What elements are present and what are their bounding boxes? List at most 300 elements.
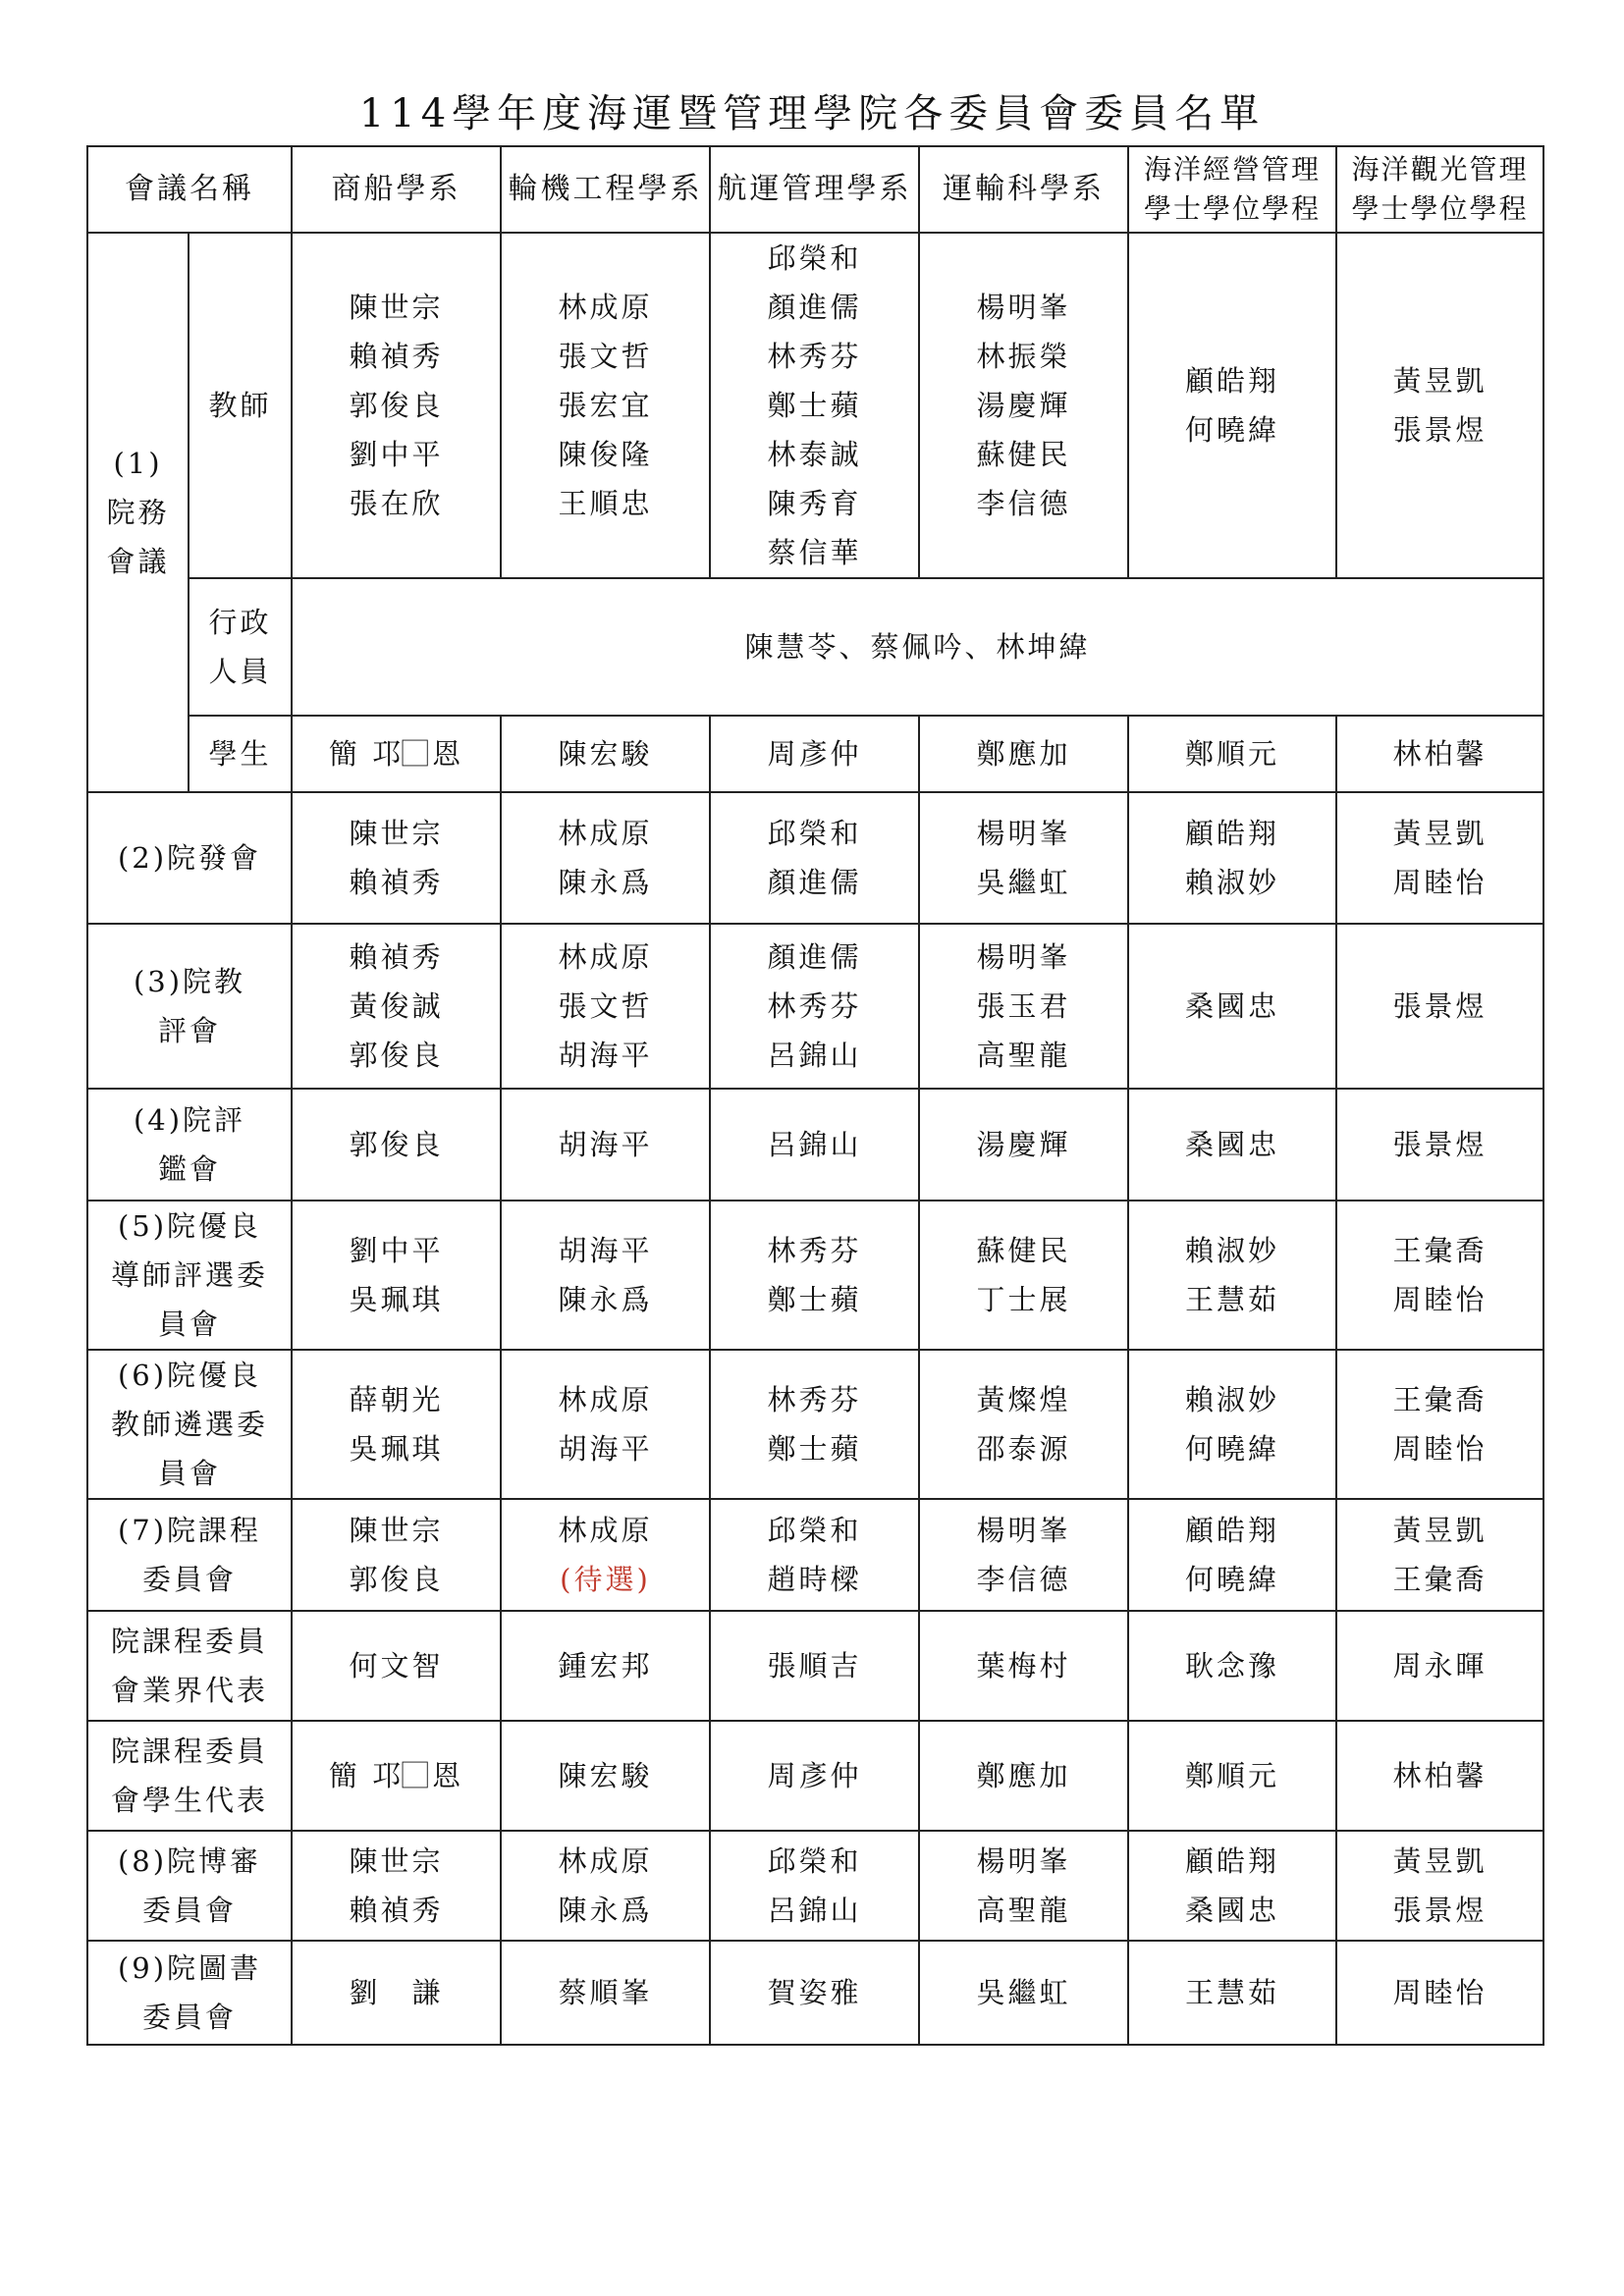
member-name: 簡 邛⃞恩 [328,1759,464,1792]
member-list [502,1506,709,1604]
member-name: 蔡信華 [767,536,862,569]
member-list [1129,1120,1335,1169]
label-line: (9)院圖書 [117,1951,262,1985]
member-name: 陳世宗 [349,817,444,850]
member-list [293,1226,500,1324]
committee-label-c4 [87,1089,292,1201]
member-name: 呂錦山 [767,1128,862,1161]
member-list [920,1837,1127,1935]
member-name: 楊明峯 [976,1844,1071,1878]
cell-members [501,1350,710,1499]
member-name: 邱榮和 [767,1844,862,1878]
member-name: 賀姿雅 [767,1976,862,2009]
member-list [293,1506,500,1604]
cell-members [501,792,710,924]
member-list [1337,1506,1543,1604]
member-name: 吳珮琪 [349,1283,444,1316]
member-name: 張在欣 [349,487,444,520]
member-list [293,1968,500,2017]
member-name: 蘇健民 [976,1234,1071,1267]
member-name: 顏進儒 [767,866,862,899]
cell-members [292,233,501,578]
cell-members [710,1611,919,1721]
cell-members [710,1941,919,2045]
header-program-1-line: 海洋經營管理 [1143,153,1321,186]
cell-members [710,1089,919,1201]
member-name: 桑國忠 [1184,989,1279,1023]
label-line: (6)院優良 [117,1359,262,1392]
committee-label-c7 [87,1499,292,1611]
label-line: 鑑會 [157,1152,221,1186]
member-name: 王慧茹 [1184,1283,1279,1316]
member-list [293,1751,500,1800]
committee-label-c3 [87,924,292,1089]
cell-members [919,792,1128,924]
cell-members [710,1499,919,1611]
label-line: (3)院教 [133,965,246,998]
member-list [1129,1226,1335,1324]
header-dept-1: 商船學系 [292,146,501,233]
member-name: 王慧茹 [1184,1976,1279,2009]
member-list [920,1506,1127,1604]
cell-members [1128,792,1336,924]
member-name: 顧皓翔 [1184,817,1279,850]
row-c6 [87,1350,1543,1499]
cell-members [292,1350,501,1499]
member-name: 何曉緯 [1184,413,1279,447]
member-name: 賴禎秀 [349,940,444,974]
member-list [502,1641,709,1690]
member-name: 黃昱凱 [1392,1514,1488,1547]
member-name: 王彙喬 [1392,1234,1488,1267]
row-c7-student [87,1721,1543,1831]
header-program-2 [1336,146,1543,233]
member-name: 張景煜 [1392,1128,1488,1161]
member-name: 林成原 [558,1844,653,1878]
member-list [711,933,918,1080]
member-name: 黃燦煌 [976,1383,1071,1416]
member-name: 陳秀育 [767,487,862,520]
member-name: 林成原 [558,1383,653,1416]
member-name: 高聖龍 [976,1894,1071,1927]
member-name: 吳珮琪 [349,1432,444,1466]
member-name: 鄭應加 [976,1759,1071,1792]
member-list [711,1751,918,1800]
member-name: 周永暉 [1392,1649,1488,1682]
member-name: 楊明峯 [976,940,1071,974]
member-name: 胡海平 [558,1039,653,1072]
row-c1-admin [87,578,1543,716]
document-title: 114學年度海運暨管理學院各委員會委員名單 [358,91,1266,136]
member-list [502,1120,709,1169]
label-line: 院課程委員 [110,1735,268,1768]
member-name: 呂錦山 [767,1039,862,1072]
member-name: 賴禎秀 [349,866,444,899]
member-name: 何文智 [349,1649,444,1682]
cell-members [1336,1089,1543,1201]
member-name: 張景煜 [1392,1894,1488,1927]
cell-members [501,924,710,1089]
member-list [1337,1120,1543,1169]
member-name: 劉 謙 [349,1976,444,2009]
cell-members [1336,1350,1543,1499]
member-name: 陳永爲 [558,1894,653,1927]
cell-student: 周彥仲 [710,716,919,792]
member-name: 顧皓翔 [1184,1514,1279,1547]
cell-members [710,1721,919,1831]
member-list [502,933,709,1080]
member-name: 張文哲 [558,989,653,1023]
cell-student: 陳宏駿 [501,716,710,792]
cell-members [919,1721,1128,1831]
label-line: 委員會 [141,1894,237,1927]
member-name: 蘇健民 [976,438,1071,471]
header-program-1 [1128,146,1336,233]
cell-members [1336,924,1543,1089]
member-list [502,1968,709,2017]
member-list [293,1120,500,1169]
cell-members [292,1721,501,1831]
cell-members [1128,1831,1336,1941]
committee-label-c8 [87,1831,292,1941]
committee-label-c9 [87,1941,292,2045]
member-name: 陳永爲 [558,866,653,899]
member-name: 何曉緯 [1184,1563,1279,1596]
cell-members [1336,1831,1543,1941]
member-list [1337,1837,1543,1935]
cell-members [1128,1941,1336,2045]
member-name: 林秀芬 [767,1234,862,1267]
cell-members [501,1201,710,1350]
committee-label-c5 [87,1201,292,1350]
member-name: 林成原 [558,1514,653,1547]
member-list [1337,1375,1543,1473]
committee-label-c1 [87,233,189,792]
member-list [1129,1506,1335,1604]
member-name: 林成原 [558,817,653,850]
member-name: 郭俊良 [349,1128,444,1161]
member-list [920,1968,1127,2017]
member-name: 陳世宗 [349,1844,444,1878]
cell-members [710,1350,919,1499]
member-name: 葉梅村 [976,1649,1071,1682]
label-line: 會議 [106,545,170,578]
label-line: 行政 [208,606,272,639]
cell-members [292,1499,501,1611]
cell-members [1128,233,1336,578]
cell-members [919,1499,1128,1611]
cell-members [292,1089,501,1201]
member-list [1129,1751,1335,1800]
member-name: 邵泰源 [976,1432,1071,1466]
member-name: 顏進儒 [767,291,862,324]
cell-members [1128,1201,1336,1350]
header-program-2-line: 海洋觀光管理 [1351,153,1529,186]
member-list [502,1751,709,1800]
cell-members [1336,1499,1543,1611]
committee-label-c6 [87,1350,292,1499]
row-c8 [87,1831,1543,1941]
cell-members [710,1201,919,1350]
member-list [293,809,500,907]
member-name: 李信德 [976,1563,1071,1596]
cell-members [1128,1611,1336,1721]
member-name: 何曉緯 [1184,1432,1279,1466]
row-c7-industry [87,1611,1543,1721]
member-list [711,1968,918,2017]
label-line: 導師評選委 [110,1258,268,1292]
member-name: 賴淑妙 [1184,1234,1279,1267]
member-list [711,1120,918,1169]
member-name: 郭俊良 [349,1039,444,1072]
header-meeting-name: 會議名稱 [87,146,292,233]
member-name: 陳世宗 [349,291,444,324]
member-list [1337,809,1543,907]
member-name: 林成原 [558,291,653,324]
committee-label-c7-student [87,1721,292,1831]
member-name: 胡海平 [558,1234,653,1267]
member-name: 陳世宗 [349,1514,444,1547]
member-list [502,809,709,907]
row-c4 [87,1089,1543,1201]
member-name: 吳繼虹 [976,866,1071,899]
member-name: 鄭士蘋 [767,389,862,422]
cell-members [501,233,710,578]
cell-student: 鄭順元 [1128,716,1336,792]
cell-members [292,924,501,1089]
member-list [293,1837,500,1935]
member-list [293,1641,500,1690]
member-name: 楊明峯 [976,291,1071,324]
member-list [1337,356,1543,454]
sub-label-students: 學生 [189,716,292,792]
committee-table [86,145,1544,2046]
cell-members [710,792,919,924]
label-line: 院務 [106,496,170,529]
label-line: 委員會 [141,1563,237,1596]
cell-members [919,1089,1128,1201]
label-line: 員會 [157,1457,221,1490]
member-name: 林秀芬 [767,340,862,373]
member-list [293,283,500,528]
header-program-1-line: 學士學位學程 [1143,192,1321,225]
member-list [502,1226,709,1324]
row-c1-teachers [87,233,1543,578]
row-c7 [87,1499,1543,1611]
sub-label-admin [189,578,292,716]
member-list [293,1375,500,1473]
member-name: 周睦怡 [1392,1976,1488,2009]
member-name: (待選) [560,1563,651,1596]
row-c9 [87,1941,1543,2045]
member-list [1337,982,1543,1031]
label-line: (4)院評 [133,1103,246,1137]
member-list [293,933,500,1080]
cell-members [710,924,919,1089]
label-line: 會學生代表 [110,1784,268,1817]
member-list [920,1120,1127,1169]
cell-members [1128,1721,1336,1831]
cell-members [1128,924,1336,1089]
member-list [1337,1751,1543,1800]
member-name: 賴淑妙 [1184,1383,1279,1416]
member-list [1129,1968,1335,2017]
cell-student: 林柏馨 [1336,716,1543,792]
member-name: 湯慶輝 [976,1128,1071,1161]
member-name: 邱榮和 [767,1514,862,1547]
member-name: 蔡順峯 [558,1976,653,2009]
member-name: 顧皓翔 [1184,1844,1279,1878]
member-name: 湯慶輝 [976,389,1071,422]
cell-members [919,1831,1128,1941]
member-list [711,234,918,577]
member-list [920,1751,1127,1800]
member-name: 林柏馨 [1392,1759,1488,1792]
member-list [711,1226,918,1324]
member-name: 林成原 [558,940,653,974]
label-line: 教師遴選委 [110,1408,268,1441]
header-dept-2: 輪機工程學系 [501,146,710,233]
member-name: 顏進儒 [767,940,862,974]
member-list [711,1641,918,1690]
member-name: 賴禎秀 [349,340,444,373]
member-name: 黃昱凱 [1392,364,1488,398]
member-name: 黃俊誠 [349,989,444,1023]
label-line: 員會 [157,1308,221,1341]
member-list [711,1375,918,1473]
member-name: 陳宏駿 [558,1759,653,1792]
member-list [920,1641,1127,1690]
cell-student: 簡 邛⃞恩 [292,716,501,792]
member-list [1337,1641,1543,1690]
member-name: 耿念豫 [1184,1649,1279,1682]
member-name: 郭俊良 [349,389,444,422]
label-line: 人員 [208,655,272,688]
member-list [711,1837,918,1935]
member-list [502,283,709,528]
member-name: 林泰誠 [767,438,862,471]
member-name: 張玉君 [976,989,1071,1023]
committee-label-c7-industry [87,1611,292,1721]
cell-members [919,1350,1128,1499]
label-line: 院課程委員 [110,1625,268,1658]
member-name: 張宏宜 [558,389,653,422]
cell-members [919,233,1128,578]
member-name: 桑國忠 [1184,1128,1279,1161]
member-name: 張文哲 [558,340,653,373]
member-list [920,809,1127,907]
header-dept-4: 運輸科學系 [919,146,1128,233]
member-name: 吳繼虹 [976,1976,1071,2009]
label-line: (8)院博審 [117,1844,262,1878]
header-dept-3: 航運管理學系 [710,146,919,233]
member-list [1129,1375,1335,1473]
label-line: (5)院優良 [117,1209,262,1243]
cell-members [292,1941,501,2045]
sub-label-teachers: 教師 [189,233,292,578]
member-name: 鄭順元 [1184,1759,1279,1792]
label-line: 評會 [157,1014,221,1047]
member-name: 胡海平 [558,1432,653,1466]
member-name: 楊明峯 [976,817,1071,850]
member-name: 周彥仲 [767,1759,862,1792]
member-list [920,1375,1127,1473]
cell-members [710,233,919,578]
committee-label-c2: (2)院發會 [87,792,292,924]
cell-members [1336,1721,1543,1831]
cell-members [1128,1089,1336,1201]
cell-members [919,1611,1128,1721]
cell-members [292,1831,501,1941]
cell-members [292,1201,501,1350]
member-name: 郭俊良 [349,1563,444,1596]
row-c5 [87,1201,1543,1350]
cell-members [1336,1941,1543,2045]
cell-members [919,1201,1128,1350]
member-list [1129,809,1335,907]
member-name: 賴禎秀 [349,1894,444,1927]
member-name: 張景煜 [1392,413,1488,447]
member-name: 陳俊隆 [558,438,653,471]
member-name: 李信德 [976,487,1071,520]
member-name: 張順吉 [767,1649,862,1682]
cell-members [501,1721,710,1831]
admin-staff: 陳慧苓、蔡佩吟、林坤緯 [292,578,1543,716]
member-list [502,1375,709,1473]
cell-members [501,1831,710,1941]
cell-members [1128,1499,1336,1611]
member-name: 陳永爲 [558,1283,653,1316]
member-name: 高聖龍 [976,1039,1071,1072]
member-name: 賴淑妙 [1184,866,1279,899]
member-name: 王彙喬 [1392,1563,1488,1596]
row-c2 [87,792,1543,924]
member-name: 邱榮和 [767,241,862,275]
cell-members [1336,792,1543,924]
member-name: 林振榮 [976,340,1071,373]
member-list [1337,1968,1543,2017]
member-name: 周睦怡 [1392,1432,1488,1466]
member-list [1129,1837,1335,1935]
cell-members [1336,233,1543,578]
member-name: 林秀芬 [767,1383,862,1416]
member-list [711,809,918,907]
member-list [711,1506,918,1604]
member-name: 林秀芬 [767,989,862,1023]
member-name: 黃昱凱 [1392,1844,1488,1878]
member-list [502,1837,709,1935]
cell-members [501,1941,710,2045]
member-list [1129,356,1335,454]
member-name: 張景煜 [1392,989,1488,1023]
member-name: 鄭士蘋 [767,1432,862,1466]
member-list [920,1226,1127,1324]
cell-members [919,1941,1128,2045]
member-list [1129,982,1335,1031]
member-name: 薛朝光 [349,1383,444,1416]
cell-members [501,1499,710,1611]
member-name: 鄭士蘋 [767,1283,862,1316]
cell-members [1336,1611,1543,1721]
cell-members [292,1611,501,1721]
member-list [920,283,1127,528]
member-name: 王順忠 [558,487,653,520]
cell-members [292,792,501,924]
member-name: 丁士展 [976,1283,1071,1316]
member-name: 邱榮和 [767,817,862,850]
member-list [1337,1226,1543,1324]
member-list [1129,1641,1335,1690]
